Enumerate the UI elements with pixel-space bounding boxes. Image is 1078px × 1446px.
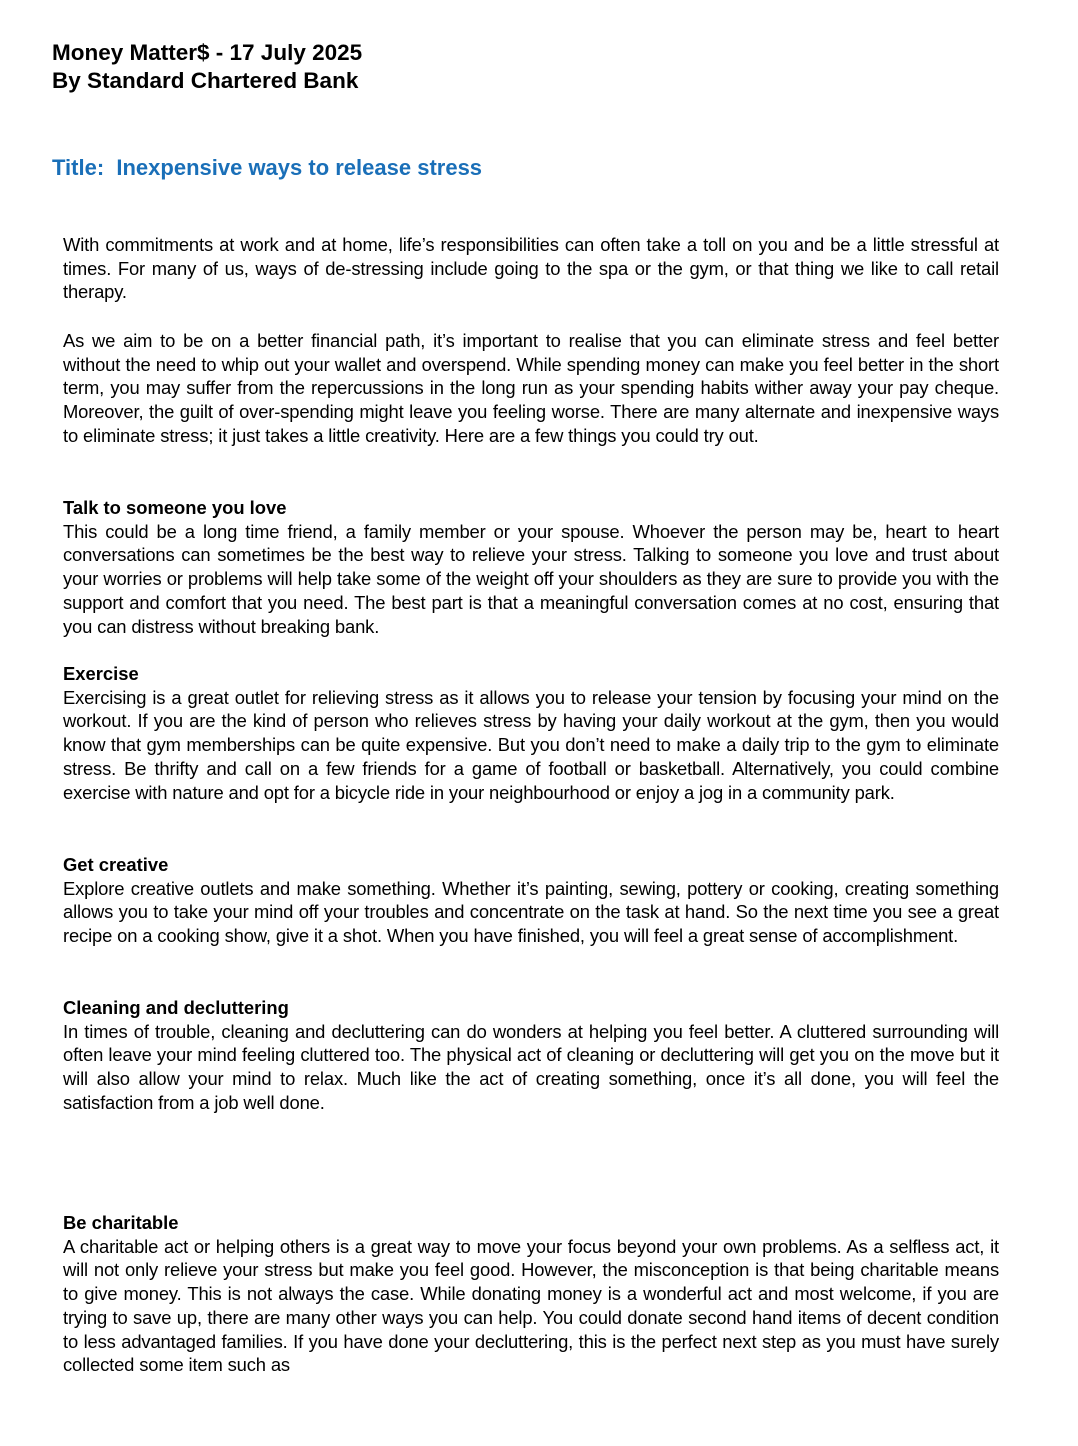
intro-paragraph-1-block xyxy=(63,233,999,304)
publisher-line: By Standard Chartered Bank xyxy=(52,68,359,93)
section-get-creative xyxy=(63,853,999,948)
section-heading: Be charitable xyxy=(63,1212,179,1233)
newsletter-date-line: Money Matter$ - 17 July 2025 xyxy=(52,40,363,65)
section-body: Explore creative outlets and make something. Whether it’s painting, sewing, pottery or cooking, creating something allows you to take your mind off your troubles and concentrate on the task at hand. So the next time you see a great recipe on a cooking show, give it a shot. When you have finished, you will feel a great sense of accomplishment. xyxy=(63,877,999,947)
section-exercise xyxy=(63,662,999,804)
section-body: In times of trouble, cleaning and decluttering can do wonders at helping you feel better. A cluttered surrounding will often leave your mind feeling cluttered too. The physical act of cleaning or decluttering will get you on the move but it will also allow your mind to relax. Much like the act of creating something, once it’s all done, you will feel the satisfaction from a job well done. xyxy=(63,1020,999,1113)
section-charitable xyxy=(63,1211,999,1377)
section-cleaning xyxy=(63,996,999,1115)
article-title: Title: Inexpensive ways to release stress xyxy=(52,155,483,180)
document-header xyxy=(52,39,362,95)
section-heading: Get creative xyxy=(63,854,169,875)
section-heading: Exercise xyxy=(63,663,139,684)
section-heading: Cleaning and decluttering xyxy=(63,997,289,1018)
section-heading: Talk to someone you love xyxy=(63,497,287,518)
intro-paragraph-2-block xyxy=(63,329,999,448)
section-talk xyxy=(63,496,999,638)
intro-paragraph: With commitments at work and at home, life’s responsibilities can often take a toll on you and be a little stressful at times. For many of us, ways of de-stressing include going to the spa or the gym, or that thing we like to call retail therapy. xyxy=(63,234,999,303)
section-body: Exercising is a great outlet for relieving stress as it allows you to release your tension by focusing your mind on the workout. If you are the kind of person who relieves stress by having your daily workout at the gym, then you would know that gym memberships can be quite expensive. But you don’t need to make a daily trip to the gym to eliminate stress. Be thrifty and call on a few friends for a game of football or basketball. Alternatively, you could combine exercise with nature and opt for a bicycle ride in your neighbourhood or enjoy a jog in a community park. xyxy=(63,686,999,803)
intro-paragraph: As we aim to be on a better financial path, it’s important to realise that you can eliminate stress and feel better without the need to whip out your wallet and overspend. While spending money can make you feel better in the short term, you may suffer from the repercussions in the long run as your spending habits wither away your pay cheque. Moreover, the guilt of over-spending might leave you feeling worse. There are many alternate and inexpensive ways to eliminate stress; it just takes a little creativity. Here are a few things you could try out. xyxy=(63,330,999,446)
section-body: This could be a long time friend, a family member or your spouse. Whoever the person may be, heart to heart conversations can sometimes be the best way to relieve your stress. Talking to someone you love and trust about your worries or problems will help take some of the weight off your shoulders as they are sure to provide you with the support and comfort that you need. The best part is that a meaningful conversation comes at no cost, ensuring that you can distress without breaking bank. xyxy=(63,520,999,637)
section-body: A charitable act or helping others is a great way to move your focus beyond your own problems. As a selfless act, it will not only relieve your stress but make you feel good. However, the misconception is that being charitable means to give money. This is not always the case. While donating money is a wonderful act and most welcome, if you are trying to save up, there are many other ways you can help. You could donate second hand items of decent condition to less advantaged families. If you have done your decluttering, this is the perfect next step as you must have surely collected some item such as xyxy=(63,1235,999,1376)
